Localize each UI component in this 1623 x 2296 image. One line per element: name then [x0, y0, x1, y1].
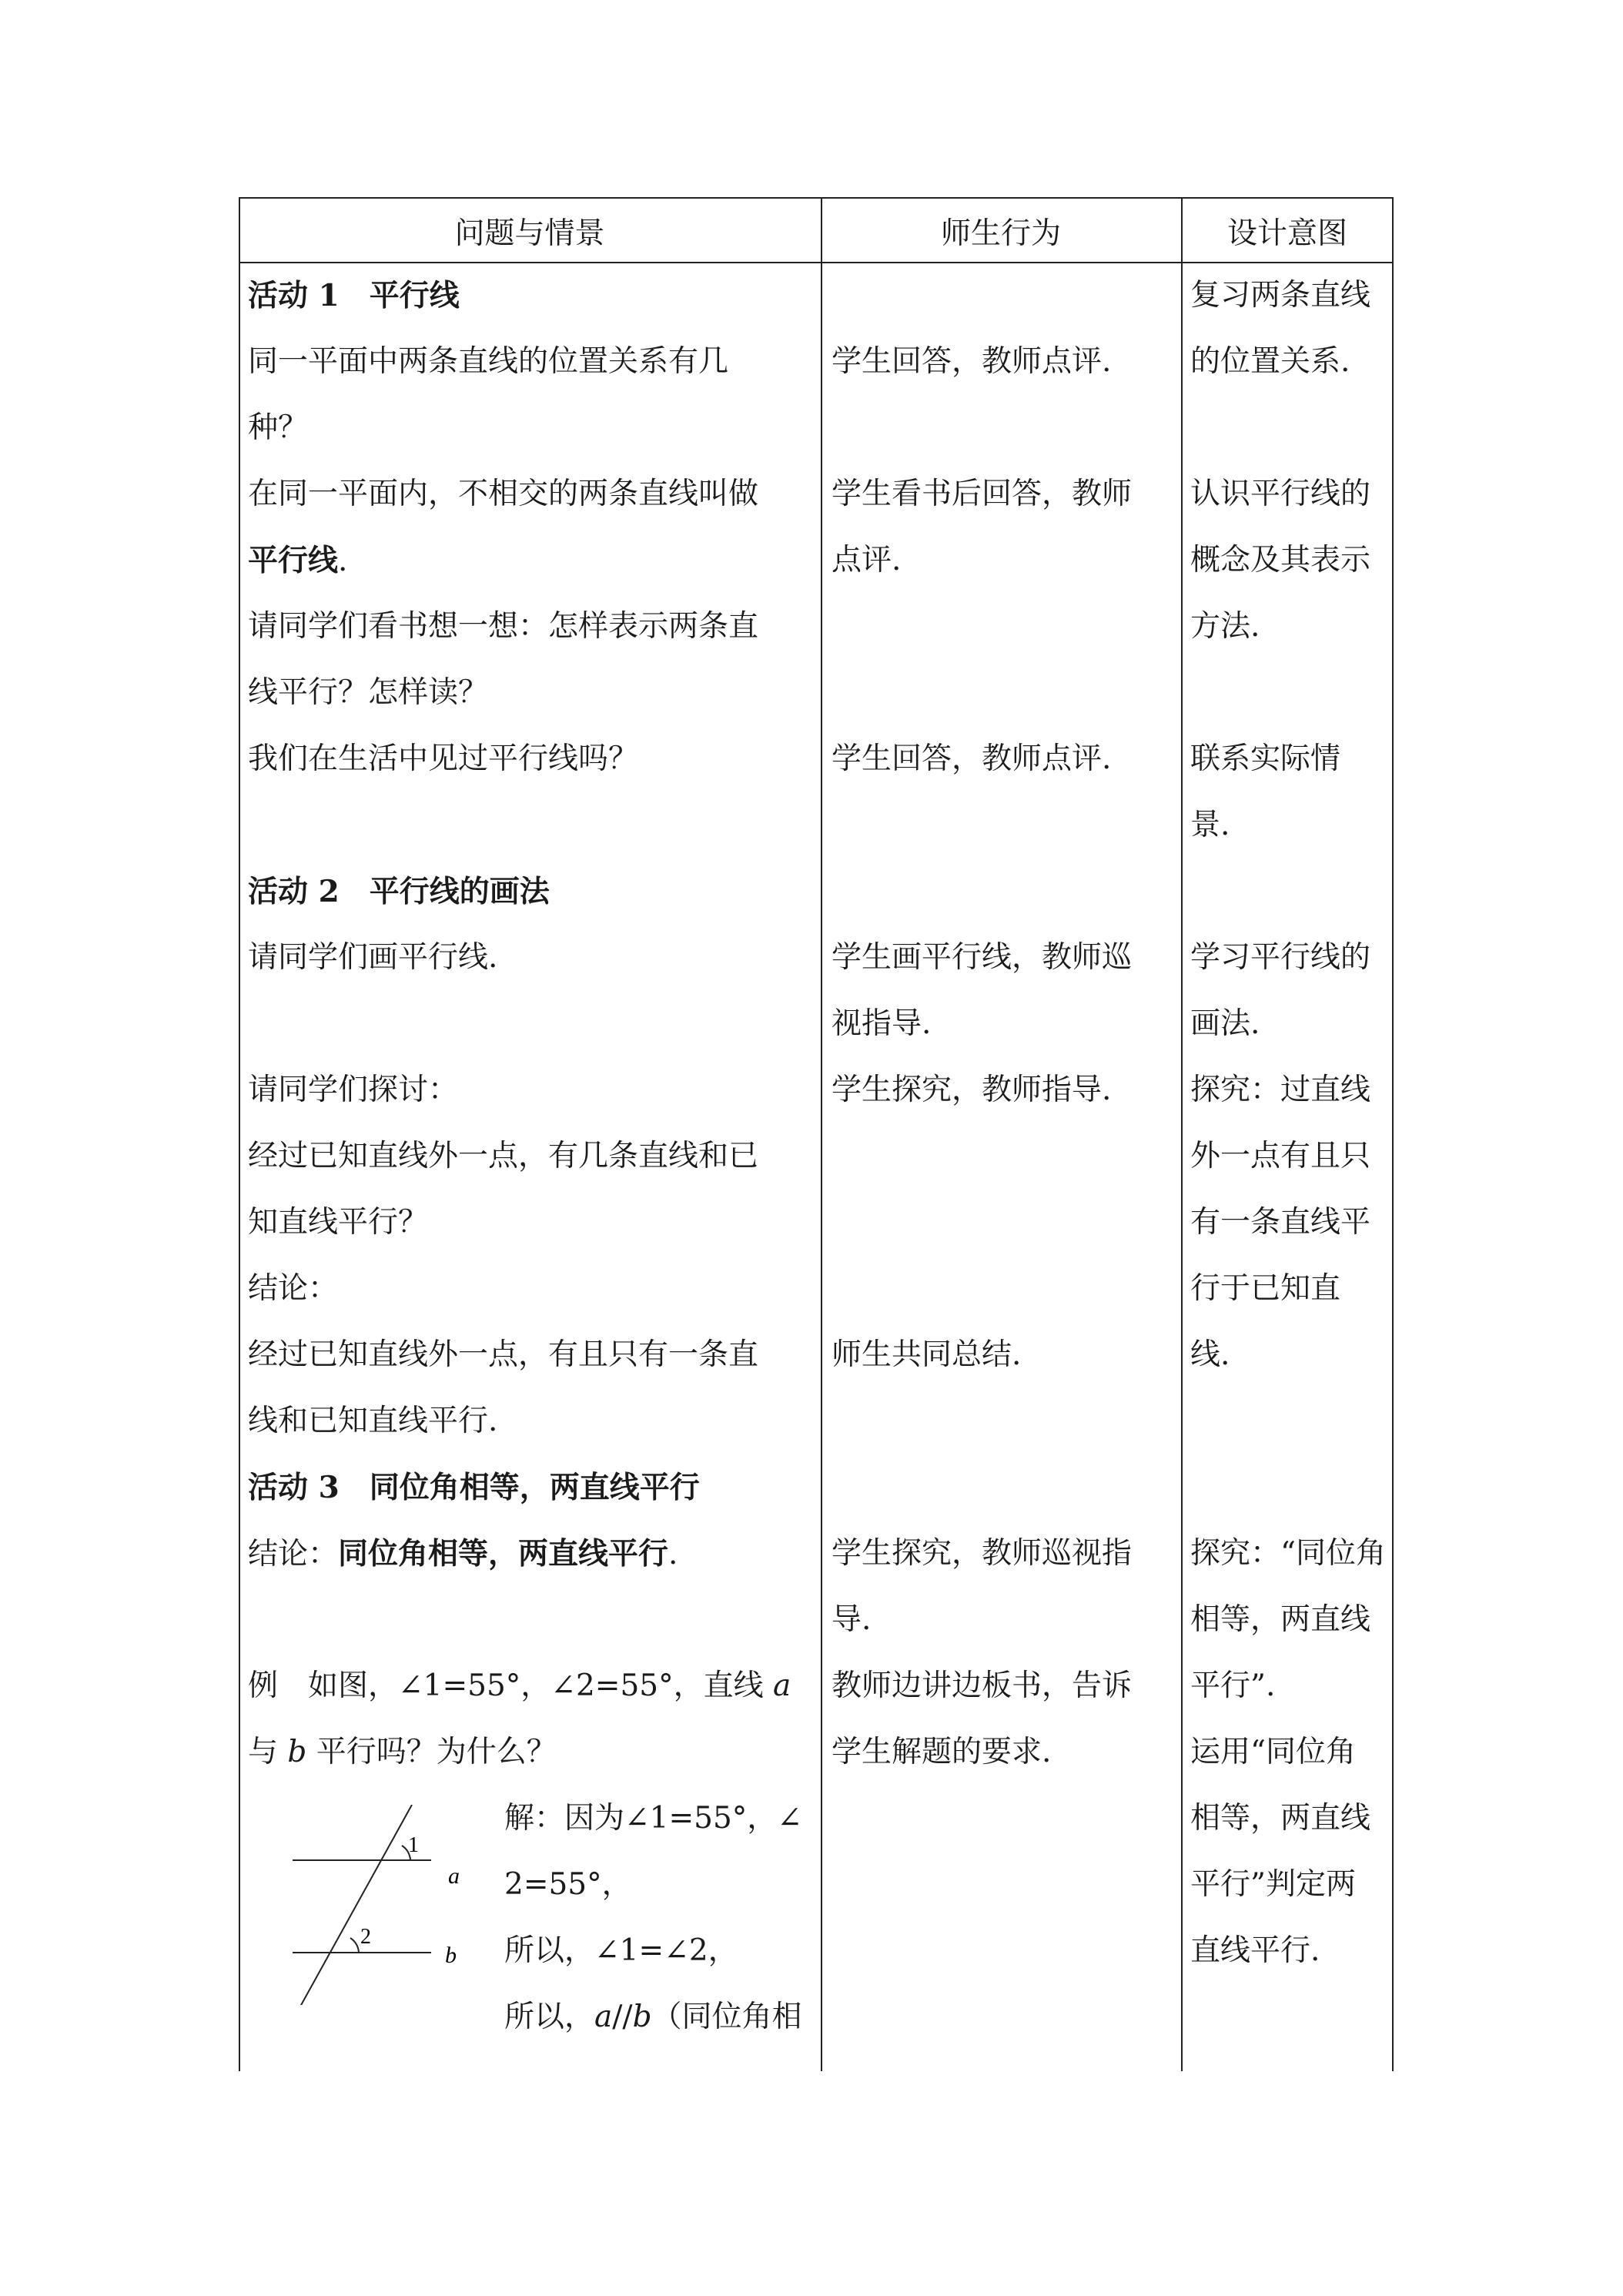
intent-row6-line3: 平行”.: [1190, 1668, 1276, 1703]
action-row3: 学生回答，教师点评.: [832, 741, 1112, 776]
solution-line4: [504, 2001, 802, 2033]
example-line2: [248, 1736, 557, 1769]
activity-2-title: 活动 2 平行线的画法: [248, 874, 550, 909]
definition-period: .: [338, 544, 348, 578]
action-row2-line1: 学生看书后回答，教师: [832, 477, 1133, 511]
solution-line2: 2=55°，: [504, 1867, 632, 1902]
a2-conclusion-label: 结论：: [248, 1271, 339, 1306]
activity-3-title: 活动 3 同位角相等，两直线平行: [248, 1470, 700, 1505]
action-row4-line2: 视指导.: [832, 1006, 932, 1041]
intent-row2-line1: 认识平行线的: [1190, 477, 1371, 511]
a3-conclusion: [248, 1538, 678, 1571]
action-row1: 学生回答，教师点评.: [832, 344, 1112, 379]
example-question: 平行吗？为什么？: [306, 1735, 557, 1769]
intent-row3-line2: 景.: [1190, 808, 1230, 842]
example-text2: 与: [248, 1735, 288, 1769]
header-divider: [239, 262, 1394, 263]
a2-conclusion-line2: 线和已知直线平行.: [248, 1404, 498, 1438]
a3-conclusion-period: .: [668, 1537, 678, 1571]
intent-row1-line1: 复习两条直线: [1190, 278, 1371, 313]
table-right-border: [1392, 197, 1394, 2071]
action-row5: 学生探究，教师指导.: [832, 1073, 1112, 1107]
a2-question-3-line1: 经过已知直线外一点，有几条直线和已: [248, 1139, 759, 1173]
solution-so: 所以，: [504, 2000, 595, 2034]
header-actions: 师生行为: [940, 216, 1061, 251]
a2-conclusion-line1: 经过已知直线外一点，有且只有一条直: [248, 1337, 759, 1372]
intent-row5-line3: 有一条直线平: [1190, 1205, 1371, 1240]
a2-question-3-line2: 知直线平行？: [248, 1205, 429, 1240]
a3-conclusion-bold: 同位角相等，两直线平行: [338, 1536, 669, 1571]
a1-question-3: 我们在生活中见过平行线吗？: [248, 741, 639, 776]
action-row4-line1: 学生画平行线，教师巡: [832, 940, 1133, 975]
intent-row7-line4: 直线平行.: [1190, 1933, 1320, 1968]
solution-line3: 所以，∠1=∠2，: [504, 1933, 738, 1968]
intent-row5-line2: 外一点有且只: [1190, 1139, 1371, 1173]
a1-question-1-line2: 种？: [248, 410, 309, 445]
action-row7-line2: 导.: [832, 1602, 872, 1637]
parallel-line-term: 平行线: [248, 543, 339, 578]
action-row6: 师生共同总结.: [832, 1337, 1022, 1372]
table-top-border: [239, 197, 1394, 199]
intent-row7-line1: 运用“同位角: [1190, 1735, 1356, 1769]
intent-row2-line3: 方法.: [1190, 609, 1260, 644]
intent-row6-line2: 相等，两直线: [1190, 1602, 1371, 1637]
activity-1-title: 活动 1 平行线: [248, 278, 460, 313]
intent-row1-line2: 的位置关系.: [1190, 344, 1350, 379]
a1-definition-line1: 在同一平面内，不相交的两条直线叫做: [248, 477, 759, 511]
var-b: b: [287, 1735, 307, 1769]
example-text: 例 如图，∠1=55°，∠2=55°，直线: [248, 1668, 773, 1703]
intent-row4-line2: 画法.: [1190, 1006, 1260, 1041]
action-row7-line1: 学生探究，教师巡视指: [832, 1536, 1133, 1571]
action-row2-line2: 点评.: [832, 543, 902, 577]
intent-row4-line1: 学习平行线的: [1190, 940, 1371, 975]
header-intent: 设计意图: [1226, 216, 1347, 251]
a1-question-2-line2: 线平行？怎样读？: [248, 675, 489, 710]
action-row8-line1: 教师边讲边板书，告诉: [832, 1668, 1133, 1703]
angle-2-label: 2: [360, 1925, 371, 1949]
column-divider-1: [821, 197, 822, 2071]
solution-line1: 解：因为∠1=55°，∠: [504, 1801, 802, 1836]
intent-row5-line4: 行于已知直: [1190, 1271, 1341, 1306]
intent-row6-line1: 探究：“同位角: [1190, 1536, 1386, 1571]
parallel-symbol: //: [612, 2000, 633, 2034]
example-line1: [248, 1670, 791, 1702]
line-a-label: a: [448, 1863, 460, 1889]
a2-question-2: 请同学们探讨：: [248, 1073, 459, 1107]
a1-question-1-line1: 同一平面中两条直线的位置关系有几: [248, 344, 729, 379]
solution-reason: （同位角相: [651, 2000, 802, 2034]
lesson-table: [239, 197, 1394, 2071]
parallel-lines-figure: [293, 1805, 470, 2005]
a1-question-2-line1: 请同学们看书想一想：怎样表示两条直: [248, 609, 759, 644]
column-divider-2: [1181, 197, 1183, 2071]
angle-2-arc: [350, 1938, 359, 1953]
action-row8-line2: 学生解题的要求.: [832, 1735, 1052, 1769]
a1-definition-line2: [248, 544, 347, 577]
transversal: [300, 1805, 412, 2005]
intent-row2-line2: 概念及其表示: [1190, 543, 1371, 577]
a3-conclusion-prefix: 结论：: [248, 1537, 339, 1571]
header-questions: 问题与情景: [454, 216, 605, 251]
sol-var-b: b: [632, 2000, 652, 2034]
intent-row7-line2: 相等，两直线: [1190, 1801, 1371, 1836]
intent-row7-line3: 平行”判定两: [1190, 1867, 1356, 1902]
a2-question-1: 请同学们画平行线.: [248, 940, 498, 975]
sol-var-a: a: [594, 2000, 613, 2034]
angle-1-label: 1: [408, 1833, 419, 1857]
var-a: a: [773, 1668, 791, 1703]
intent-row5-line1: 探究：过直线: [1190, 1073, 1371, 1107]
intent-row3-line1: 联系实际情: [1190, 741, 1341, 776]
table-left-border: [239, 197, 240, 2071]
line-b-label: b: [445, 1943, 457, 1968]
intent-row5-line5: 线.: [1190, 1337, 1230, 1372]
